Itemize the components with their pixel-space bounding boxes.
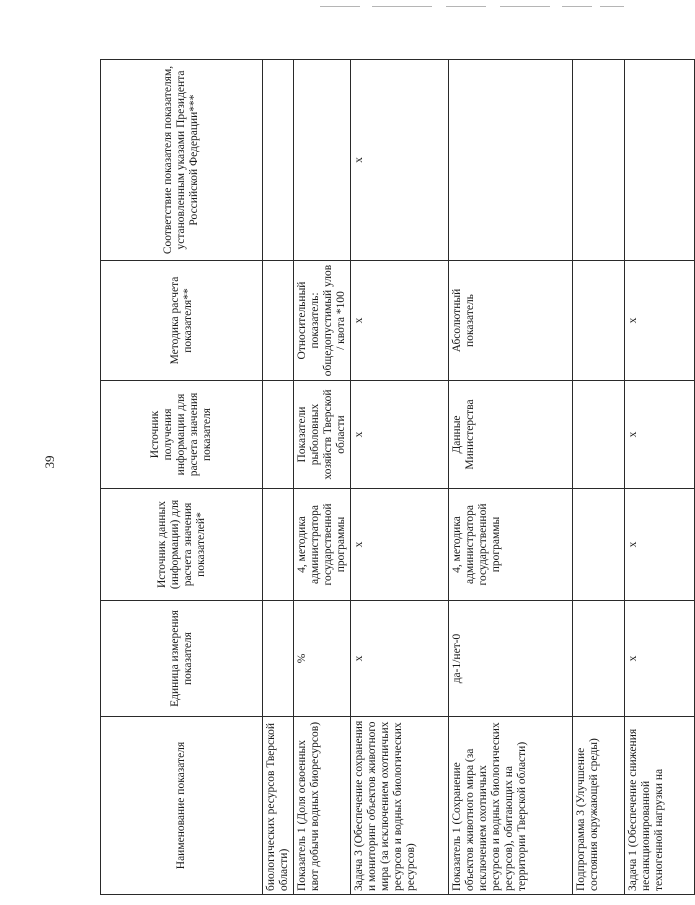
scan-artifact	[500, 6, 550, 7]
info-source-cell: Показатели рыболовных хозяйств Тверской области	[294, 381, 351, 489]
unit-cell: %	[294, 601, 351, 717]
data-source-cell: 4, методика администратора государственной программы	[294, 489, 351, 601]
decree-match-cell	[573, 60, 625, 261]
method-cell: Относительный показатель: общедопустимый улов / квота *100	[294, 261, 351, 381]
method-cell: х	[351, 261, 449, 381]
header-cell: Соответствие показателя показателям, установленным указами Президента Российской Федерации***	[101, 60, 263, 261]
table-row	[263, 60, 294, 895]
info-source-cell: х	[351, 381, 449, 489]
info-source-cell	[573, 381, 625, 489]
info-source-cell	[263, 381, 294, 489]
decree-match-cell	[625, 60, 695, 261]
header-cell: Источник получения информации для расчета значения показателя	[101, 381, 263, 489]
scan-artifact	[446, 6, 486, 7]
indicator-name-cell: Показатель 1 (Сохранение объектов животного мира (за исключением охотничьих ресурсов и водных биологических ресурсов), обитающих на территории Тверской области)	[449, 717, 573, 895]
table-header-row	[101, 60, 263, 895]
info-source-cell: Данные Министерства	[449, 381, 573, 489]
method-cell: Абсолютный показатель	[449, 261, 573, 381]
indicator-name-cell: биологических ресурсов Тверской области)	[263, 717, 294, 895]
scan-artifact	[562, 6, 592, 7]
table-row	[573, 60, 625, 895]
header-cell: Единица измерения показателя	[101, 601, 263, 717]
table-row	[449, 60, 573, 895]
indicator-name-cell: Подпрограмма 3 (Улучшение состояния окружающей среды)	[573, 717, 625, 895]
indicator-name-cell: Показатель 1 (Доля освоенных квот добычи водных биоресурсов)	[294, 717, 351, 895]
decree-match-cell: х	[351, 60, 449, 261]
indicators-table	[100, 59, 695, 895]
unit-cell: да-1/нет-0	[449, 601, 573, 717]
decree-match-cell	[449, 60, 573, 261]
method-cell: х	[625, 261, 695, 381]
unit-cell	[573, 601, 625, 717]
info-source-cell: х	[625, 381, 695, 489]
data-source-cell: х	[625, 489, 695, 601]
header-cell: Источник данных (информации) для расчета значения показателей*	[101, 489, 263, 601]
decree-match-cell	[263, 60, 294, 261]
data-source-cell	[573, 489, 625, 601]
table-row	[294, 60, 351, 895]
indicator-name-cell: Задача 1 (Обеспечение снижения несанкционированной техногенной нагрузки на	[625, 717, 695, 895]
unit-cell: х	[625, 601, 695, 717]
data-source-cell	[263, 489, 294, 601]
data-source-cell: х	[351, 489, 449, 601]
method-cell	[573, 261, 625, 381]
header-cell: Методика расчета показателя**	[101, 261, 263, 381]
table-row	[351, 60, 449, 895]
page-number: 39	[42, 455, 57, 469]
scan-artifact	[320, 6, 360, 7]
data-source-cell: 4, методика администратора государственной программы	[449, 489, 573, 601]
method-cell	[263, 261, 294, 381]
scan-artifact	[372, 6, 432, 7]
unit-cell	[263, 601, 294, 717]
table-row	[625, 60, 695, 895]
rotated-table-container	[100, 60, 665, 895]
decree-match-cell	[294, 60, 351, 261]
unit-cell: х	[351, 601, 449, 717]
indicator-name-cell: Задача 3 (Обеспечение сохранения и мониторинг объектов животного мира (за исключением охотничьих ресурсов и водных биологических ресурсов)	[351, 717, 449, 895]
scan-artifact	[600, 6, 624, 7]
header-cell: Наименование показателя	[101, 717, 263, 895]
